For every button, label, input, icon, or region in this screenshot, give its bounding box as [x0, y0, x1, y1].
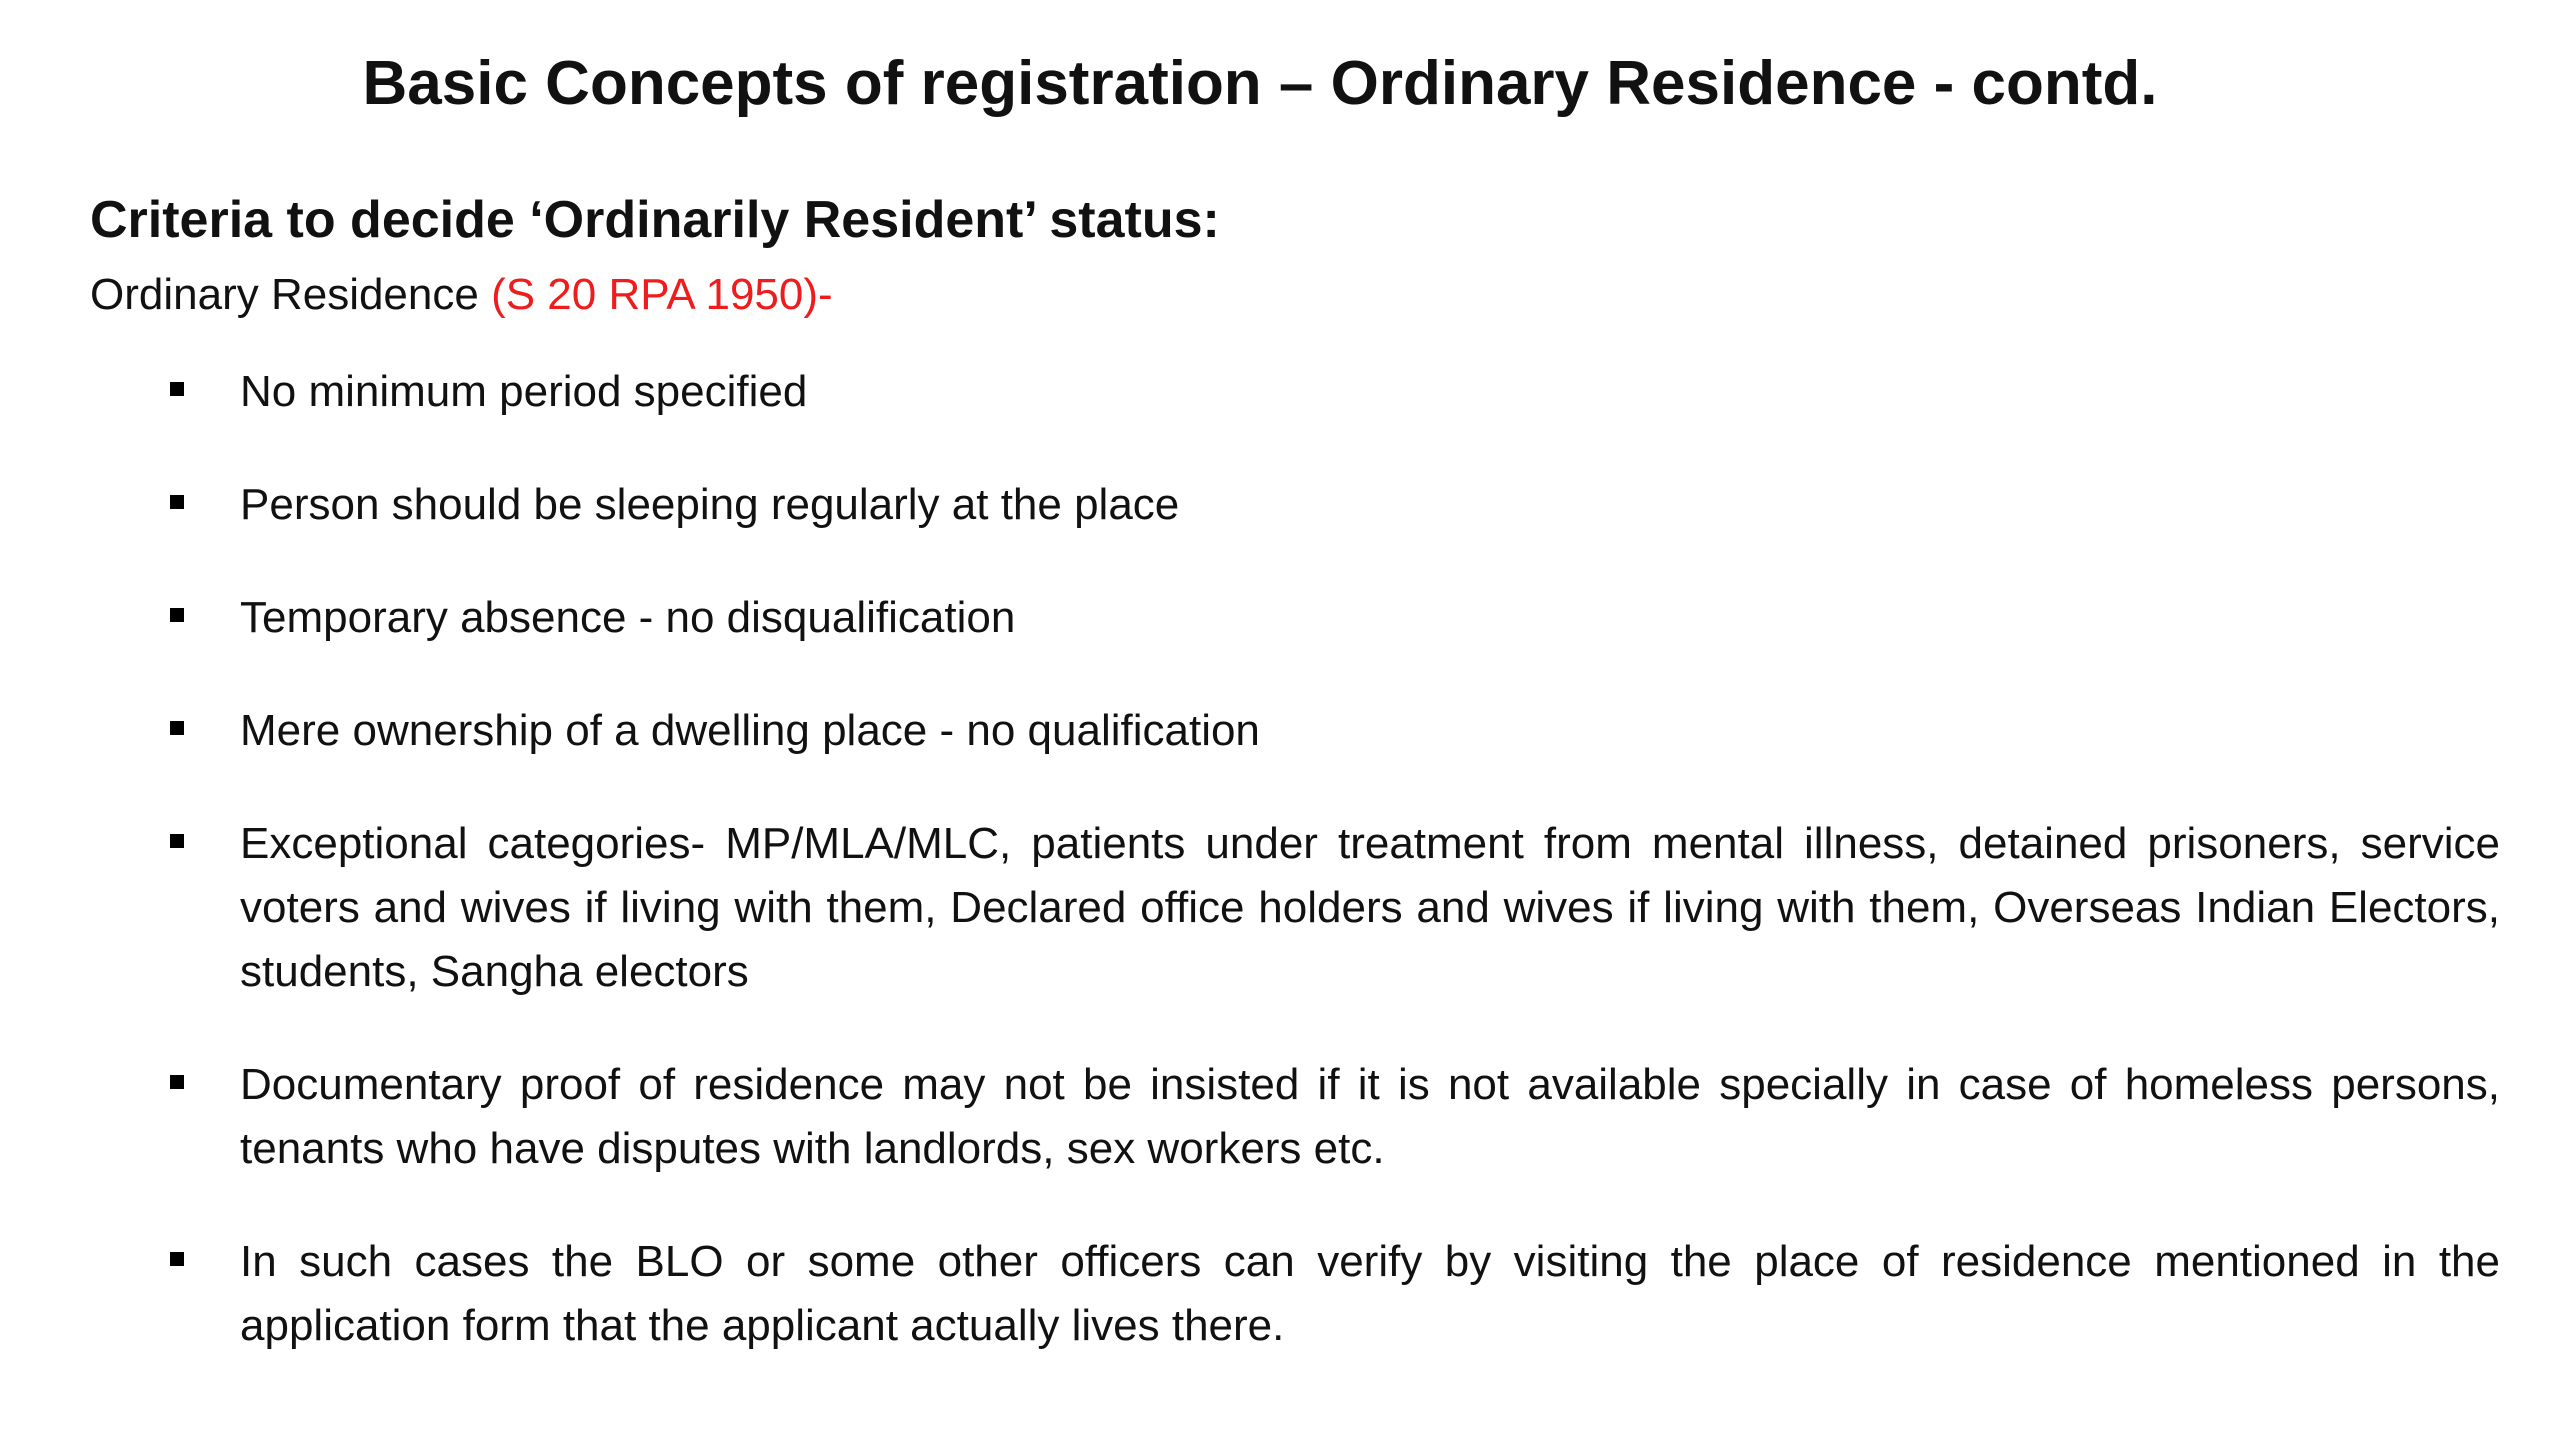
statute-reference: (S 20 RPA 1950)- [491, 270, 833, 319]
list-item-text: Temporary absence - no disqualification [240, 593, 1016, 642]
list-item [170, 586, 2500, 650]
list-item-text: No minimum period specified [240, 367, 808, 416]
square-bullet-icon [170, 382, 184, 396]
list-item-text: Documentary proof of residence may not be insisted if it is not available specially in case of homeless persons, tenants who have disputes with landlords, sex workers etc. [240, 1060, 2500, 1173]
square-bullet-icon [170, 721, 184, 735]
list-item-text: In such cases the BLO or some other officers can verify by visiting the place of residence mentioned in the application form that the applicant actually lives there. [240, 1237, 2500, 1350]
square-bullet-icon [170, 1075, 184, 1089]
subheading [90, 270, 833, 320]
square-bullet-icon [170, 834, 184, 848]
list-item-text: Person should be sleeping regularly at the place [240, 480, 1180, 529]
square-bullet-icon [170, 495, 184, 509]
list-item [170, 1230, 2500, 1358]
list-item [170, 473, 2500, 537]
list-item [170, 812, 2500, 1004]
slide-title: Basic Concepts of registration – Ordinary Residence - contd. [362, 49, 2158, 118]
list-item-text: Mere ownership of a dwelling place - no qualification [240, 706, 1260, 755]
subheading-text: Ordinary Residence [90, 270, 492, 319]
section-heading: Criteria to decide ‘Ordinarily Resident’ status: [90, 191, 1220, 249]
criteria-list [170, 360, 2500, 1407]
list-item [170, 699, 2500, 763]
list-item-text: Exceptional categories- MP/MLA/MLC, patients under treatment from mental illness, detained prisoners, service voters and wives if living with them, Declared office holders and wives if living with them, Overseas Indian Electors, students, Sangha electors [240, 819, 2500, 996]
list-item [170, 1053, 2500, 1181]
list-item [170, 360, 2500, 424]
square-bullet-icon [170, 1252, 184, 1266]
square-bullet-icon [170, 608, 184, 622]
